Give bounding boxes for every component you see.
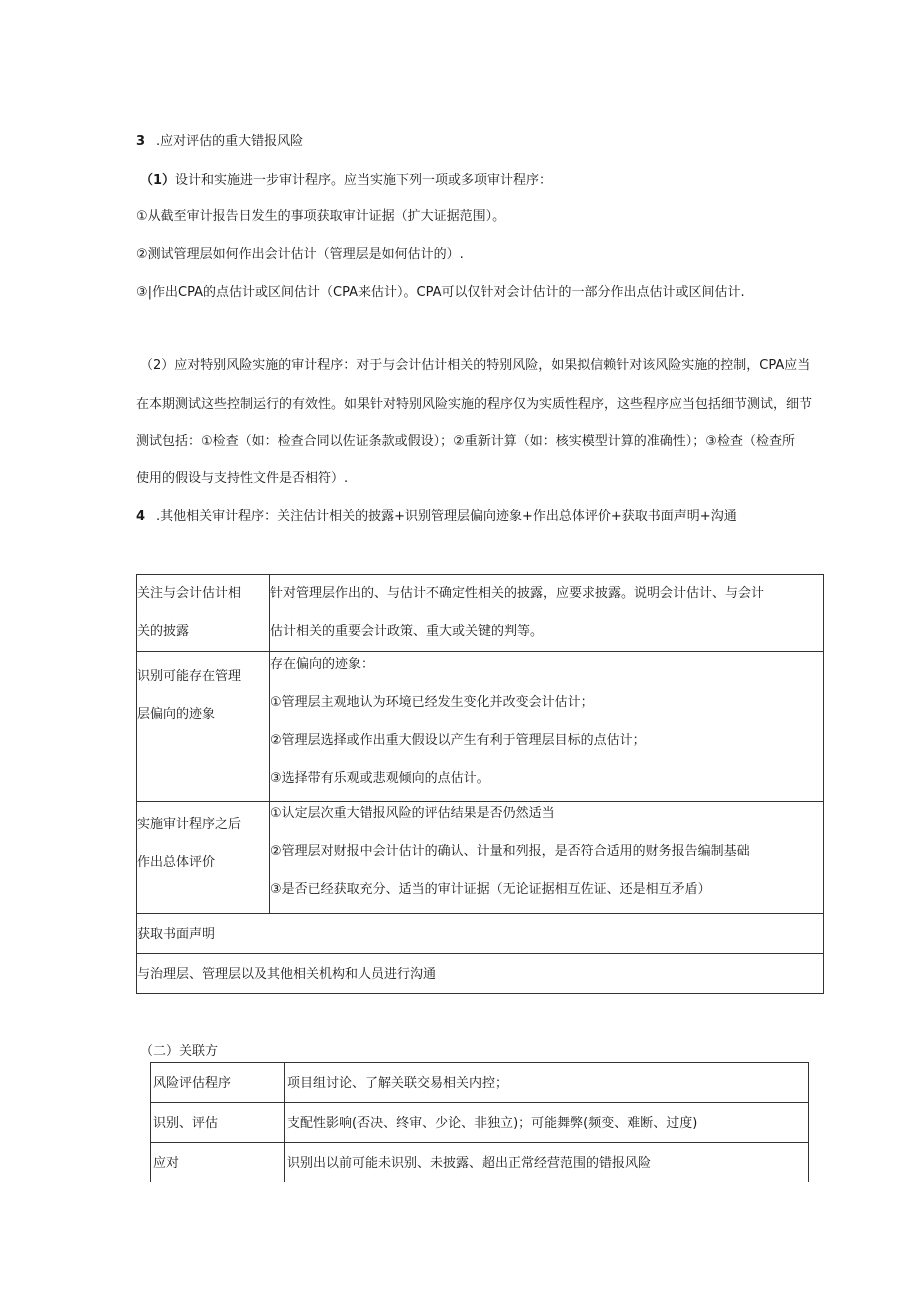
section3-number: 3 <box>136 134 146 149</box>
table-content-cell <box>270 575 824 652</box>
table-label-cell <box>137 802 270 914</box>
table-full-line: 获取书面声明 <box>137 927 216 942</box>
table-label-line: 关注与会计估计相 <box>137 586 242 601</box>
table-row <box>151 1063 809 1103</box>
item-3: ③|作出CPA的点估计或区间估计（CPA来估计）。CPA可以仅针对会计估计的一部分作出点估计或区间估计. <box>136 285 745 300</box>
table-row <box>137 802 824 914</box>
table-label-line: 识别可能存在管理 <box>137 669 242 684</box>
table-content-line: ③选择带有乐观或悲观倾向的点估计。 <box>270 771 490 786</box>
table-label-cell <box>137 575 270 652</box>
table-content-line: ①认定层次重大错报风险的评估结果是否仍然适当 <box>270 806 555 821</box>
table-full-cell <box>137 954 824 994</box>
table-label-cell <box>151 1063 285 1103</box>
table-row <box>151 1103 809 1143</box>
page-bottom-margin <box>0 1182 920 1301</box>
table-content-line: ②管理层选择或作出重大假设以产生有利于管理层目标的点估计； <box>270 733 646 748</box>
table-label-line: 层偏向的迹象 <box>137 707 216 722</box>
table-content-line: 支配性影响(否决、终审、少论、非独立)；可能舞弊(频变、难断、过度) <box>287 1116 698 1131</box>
item-2: ②测试管理层如何作出会计估计（管理层是如何估计的）. <box>136 247 464 262</box>
table-content-cell <box>270 652 824 802</box>
table-row <box>137 652 824 802</box>
table-label-line: 实施审计程序之后 <box>137 817 242 832</box>
table-full-cell <box>137 914 824 954</box>
table-content-line: ②管理层对财报中会计估计的确认、计量和列报，是否符合适用的财务报告编制基础 <box>270 844 750 859</box>
paragraph-2-line-4: 使用的假设与支持性文件是否相符）. <box>136 471 349 486</box>
table-label-cell <box>151 1103 285 1143</box>
table-row <box>137 575 824 652</box>
table-label-line: 作出总体评价 <box>137 855 216 870</box>
table-label-line: 识别、评估 <box>153 1116 219 1131</box>
section3-title: .应对评估的重大错报风险 <box>156 134 304 149</box>
table-label-line: 应对 <box>153 1156 180 1171</box>
paragraph-1 <box>140 172 552 190</box>
paragraph-2-line-1: （2）应对特别风险实施的审计程序：对于与会计估计相关的特别风险，如果拟信赖针对该风险实施的控制，CPA应当 <box>140 358 811 373</box>
item-1: ①从截至审计报告日发生的事项获取审计证据（扩大证据范围）。 <box>136 209 506 224</box>
table-content-line: 项目组讨论、了解关联交易相关内控； <box>287 1076 509 1091</box>
table-content-cell <box>270 802 824 914</box>
table-content-line: 识别出以前可能未识别、未披露、超出正常经营范围的错报风险 <box>287 1156 652 1171</box>
table-content-line: ①管理层主观地认为环境已经发生变化并改变会计估计； <box>270 695 594 710</box>
paragraph-1-number: （1） <box>140 173 176 188</box>
table-content-line: 针对管理层作出的、与估计不确定性相关的披露，应要求披露。说明会计估计、与会计 <box>270 586 765 601</box>
table-content-line: ③是否已经获取充分、适当的审计证据（无论证据相互佐证、还是相互矛盾） <box>270 882 711 897</box>
table-content-line: 估计相关的重要会计政策、重大或关键的判等。 <box>270 624 544 639</box>
paragraph-2-line-3: 测试包括：①检查（如：检查合同以佐证条款或假设）；②重新计算（如：核实模型计算的准确性）；③检查（检查所 <box>136 434 795 449</box>
table-content-cell <box>285 1063 809 1103</box>
related-party-heading: （二）关联方 <box>140 1044 219 1059</box>
table-label-cell <box>137 652 270 802</box>
table-label-line: 关的披露 <box>137 624 190 639</box>
paragraph-1-text: 设计和实施进一步审计程序。应当实施下列一项或多项审计程序： <box>175 173 553 188</box>
table-full-line: 与治理层、管理层以及其他相关机构和人员进行沟通 <box>137 967 437 982</box>
table-row <box>137 914 824 954</box>
table-label-line: 风险评估程序 <box>153 1076 232 1091</box>
audit-procedures-table <box>136 574 824 994</box>
paragraph-2-line-2: 在本期测试这些控制运行的有效性。如果针对特别风险实施的程序仅为实质性程序，这些程序应当包括细节测试，细节 <box>136 397 813 412</box>
table-row <box>137 954 824 994</box>
section4-title: .其他相关审计程序：关注估计相关的披露+识别管理层偏向迹象+作出总体评价+获取书面声明+沟通 <box>156 509 737 524</box>
section4-number: 4 <box>136 509 146 524</box>
table-content-cell <box>285 1103 809 1143</box>
table-content-line: 存在偏向的迹象： <box>270 657 375 672</box>
